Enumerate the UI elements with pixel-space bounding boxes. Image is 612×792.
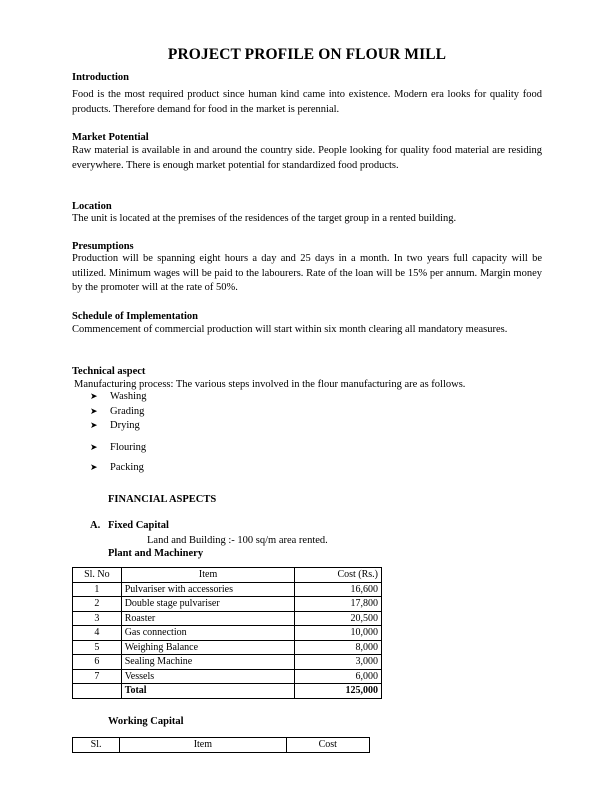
fixed-capital-number: A. xyxy=(90,520,101,531)
cell-cost: 3,000 xyxy=(295,655,382,670)
column-header-item: Item xyxy=(121,568,295,583)
arrow-bullet-icon: ➤ xyxy=(90,462,98,472)
arrow-bullet-icon: ➤ xyxy=(90,442,98,452)
presumptions-heading: Presumptions xyxy=(72,241,134,252)
list-item: ➤ Flouring xyxy=(90,442,147,453)
schedule-text: Commencement of commercial production will start within six month clearing all mandatory measures. xyxy=(72,324,508,335)
technical-text: Manufacturing process: The various steps involved in the flour manufacturing are as follows. xyxy=(74,379,466,390)
cell-cost: 16,600 xyxy=(295,582,382,597)
column-header-sl: Sl. xyxy=(73,738,120,753)
document-title: PROJECT PROFILE ON FLOUR MILL xyxy=(167,46,447,63)
cell-sl: 5 xyxy=(73,640,122,655)
list-item: ➤ Washing xyxy=(90,391,147,402)
fixed-capital-label: Fixed Capital xyxy=(108,520,169,531)
market-potential-text: Raw material is available in and around the country side. People looking for quality food material are residing everywhere. There is enough market potential for standardized food products. xyxy=(72,145,542,171)
plant-machinery-table xyxy=(72,567,382,699)
cell-sl: 1 xyxy=(73,582,122,597)
total-label: Total xyxy=(121,684,295,699)
financial-aspects-heading: FINANCIAL ASPECTS xyxy=(108,494,217,505)
table-row xyxy=(73,626,382,641)
cell-sl: 6 xyxy=(73,655,122,670)
table-row xyxy=(73,582,382,597)
cell-item: Vessels xyxy=(121,669,295,684)
column-header-sl: Sl. No xyxy=(73,568,122,583)
cell-item: Gas connection xyxy=(121,626,295,641)
list-item: ➤ Drying xyxy=(90,420,140,431)
fixed-capital-heading xyxy=(90,520,169,531)
table-row xyxy=(73,597,382,612)
column-header-cost: Cost xyxy=(286,738,369,753)
arrow-bullet-icon: ➤ xyxy=(90,391,98,401)
table-row xyxy=(73,611,382,626)
location-heading: Location xyxy=(72,201,112,212)
land-building-text: Land and Building :- 100 sq/m area rented. xyxy=(147,535,328,546)
total-value: 125,000 xyxy=(295,684,382,699)
introduction-text: Food is the most required product since human kind came into existence. Modern era looks for quality food products. Therefore demand for food in the market is perennial. xyxy=(72,89,542,115)
cell-item: Weighing Balance xyxy=(121,640,295,655)
cell-cost: 6,000 xyxy=(295,669,382,684)
arrow-bullet-icon: ➤ xyxy=(90,420,98,430)
cell-sl xyxy=(73,684,122,699)
working-capital-heading: Working Capital xyxy=(108,716,184,727)
cell-item: Sealing Machine xyxy=(121,655,295,670)
cell-sl: 7 xyxy=(73,669,122,684)
arrow-bullet-icon: ➤ xyxy=(90,406,98,416)
schedule-heading: Schedule of Implementation xyxy=(72,311,198,322)
cell-item: Pulvariser with accessories xyxy=(121,582,295,597)
plant-machinery-heading: Plant and Machinery xyxy=(108,548,204,559)
column-header-item: Item xyxy=(120,738,286,753)
location-text: The unit is located at the premises of the residences of the target group in a rented building. xyxy=(72,213,457,224)
cell-cost: 17,800 xyxy=(295,597,382,612)
cell-sl: 2 xyxy=(73,597,122,612)
cell-cost: 8,000 xyxy=(295,640,382,655)
table-row xyxy=(73,669,382,684)
list-item: ➤ Grading xyxy=(90,406,145,417)
market-potential-heading: Market Potential xyxy=(72,132,149,143)
cell-item: Double stage pulvariser xyxy=(121,597,295,612)
presumptions-text: Production will be spanning eight hours a day and 25 days in a month. In two years full capacity will be utilized. Minimum wages will be paid to the labourers. Rate of the loan will be 15% per annum. Margin money by the promoter will at the rate of 50%. xyxy=(72,253,542,293)
table-header-row xyxy=(73,568,382,583)
table-row xyxy=(73,655,382,670)
cell-item: Roaster xyxy=(121,611,295,626)
working-capital-table xyxy=(72,737,370,753)
cell-cost: 10,000 xyxy=(295,626,382,641)
table-header-row xyxy=(73,738,370,753)
table-total-row xyxy=(73,684,382,699)
technical-heading: Technical aspect xyxy=(72,366,146,377)
cell-sl: 4 xyxy=(73,626,122,641)
cell-cost: 20,500 xyxy=(295,611,382,626)
table-row xyxy=(73,640,382,655)
cell-sl: 3 xyxy=(73,611,122,626)
list-item: ➤ Packing xyxy=(90,462,144,473)
column-header-cost: Cost (Rs.) xyxy=(295,568,382,583)
introduction-heading: Introduction xyxy=(72,72,129,83)
